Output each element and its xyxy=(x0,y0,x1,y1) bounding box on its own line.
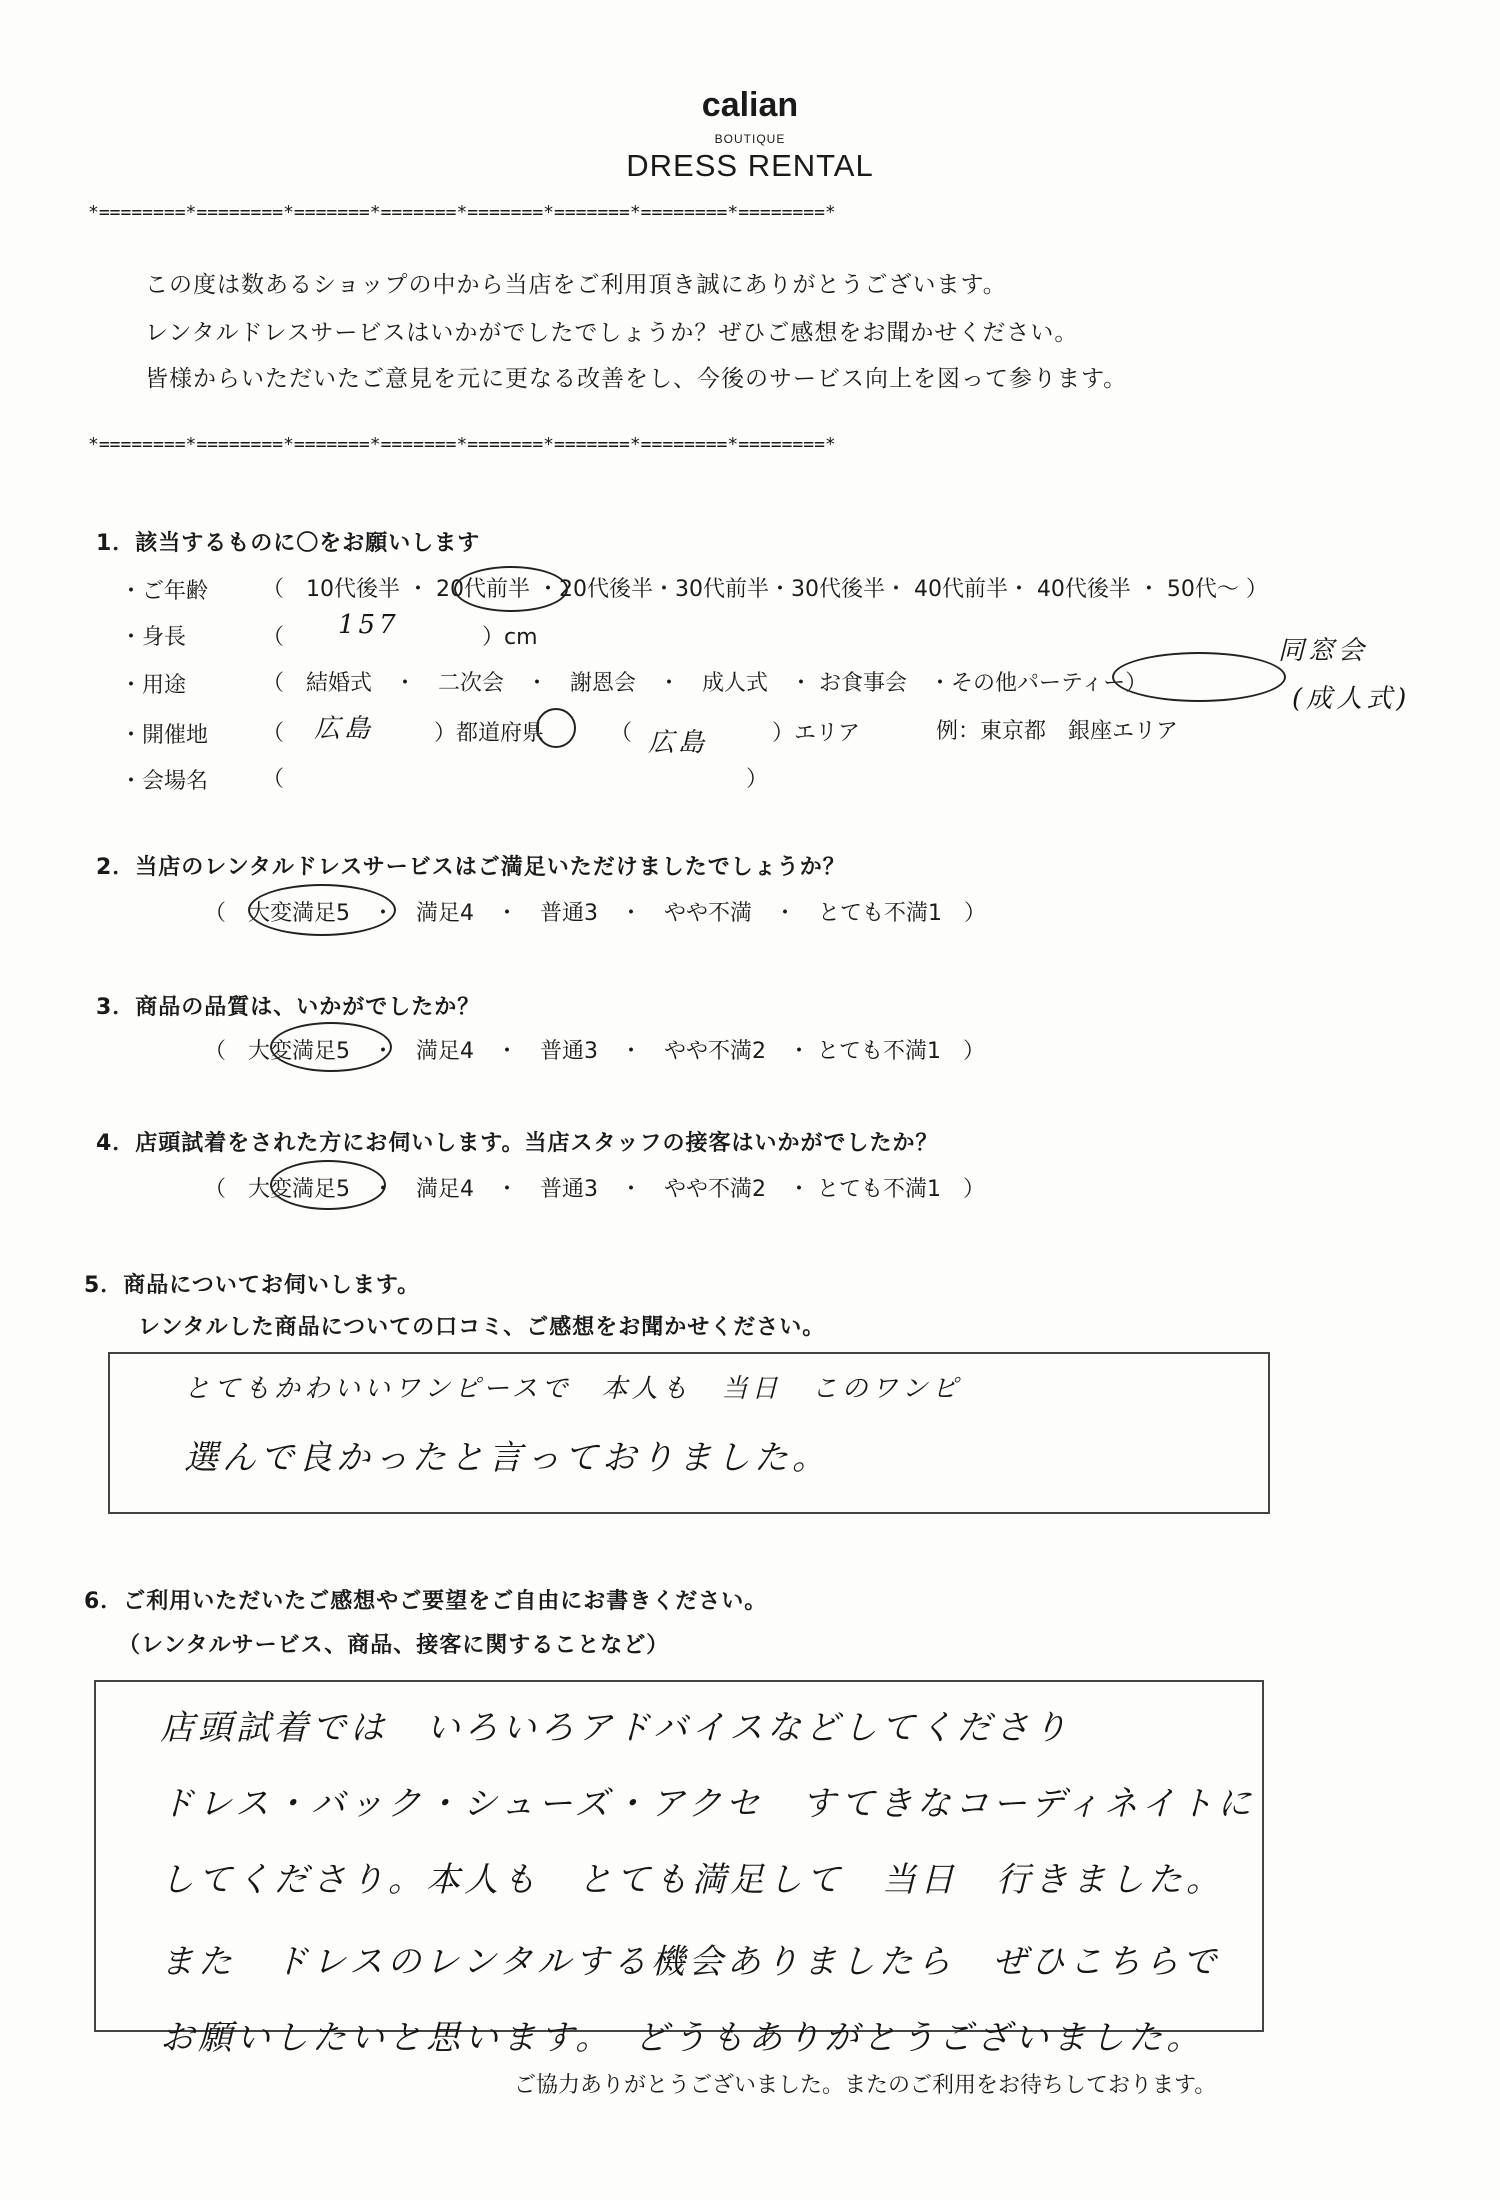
q6-answer-line-4: また ドレスのレンタルする機会ありましたら ぜひこちらで xyxy=(160,1942,1221,1982)
venue-open-2: （ xyxy=(610,721,633,746)
q5-answer-line-2: 選んで良かったと言っておりました。 xyxy=(184,1438,830,1478)
hall-close: ） xyxy=(746,767,769,792)
height-label: ・身長 xyxy=(120,625,187,650)
intro-line-2: レンタルドレスサービスはいかがでしたでしょうか？ぜひご感想をお聞かせください。 xyxy=(145,320,1079,346)
venue-area: 広島 xyxy=(648,728,709,758)
hall-label: ・会場名 xyxy=(120,769,209,794)
brand-logo-name: calian xyxy=(701,86,799,124)
q6-title: 6．ご利用いただいたご感想やご要望をご自由にお書きください。 xyxy=(84,1589,768,1614)
age-selection-circle xyxy=(454,566,568,612)
q6-answer-line-1: 店頭試着では いろいろアドバイスなどしてくださり xyxy=(160,1708,1071,1748)
purpose-label: ・用途 xyxy=(120,673,187,698)
purpose-note-2: (成人式) xyxy=(1292,684,1411,714)
height-value: 157 xyxy=(338,610,400,640)
height-unit: ）cm xyxy=(482,625,538,650)
q3-options: （ 大変満足5 ・ 満足4 ・ 普通3 ・ やや不満2 ・ とても不満1 ） xyxy=(204,1039,985,1064)
venue-prefecture: 広島 xyxy=(314,714,375,744)
q5-title: 5．商品についてお伺いします。 xyxy=(84,1273,421,1298)
q3-selection-circle xyxy=(270,1022,392,1072)
q4-title: 4．店頭試着をされた方にお伺いします。当店スタッフの接客はいかがでしたか？ xyxy=(96,1131,939,1156)
purpose-options: （ 結婚式 ・ 二次会 ・ 謝恩会 ・ 成人式 ・ お食事会 ・その他パーティー） xyxy=(262,671,1148,696)
divider-top: *========*========*=======*=======*=======*=======*========*========* xyxy=(88,202,836,223)
q3-title: 3．商品の品質は、いかがでしたか？ xyxy=(96,995,481,1020)
brand-logo-sub: BOUTIQUE xyxy=(714,132,786,146)
footer-thanks: ご協力ありがとうございました。またのご利用をお待ちしております。 xyxy=(514,2073,1217,2098)
q4-selection-circle xyxy=(270,1160,386,1210)
q5-answer-line-1: とてもかわいいワンピースで 本人も 当日 このワンピ xyxy=(184,1374,962,1404)
intro-line-1: この度は数あるショップの中から当店をご利用頂き誠にありがとうございます。 xyxy=(145,272,1007,298)
age-options: （ 10代後半 ・ 20代前半 ・20代後半・30代前半・30代後半・ 40代前半・ 40代後半 ・ 50代～ ） xyxy=(262,577,1268,602)
q2-options: （ 大変満足5 ・ 満足4 ・ 普通3 ・ やや不満 ・ とても不満1 ） xyxy=(204,901,986,926)
q2-selection-circle xyxy=(248,884,396,936)
venue-open-1: （ xyxy=(262,721,285,746)
q4-options: （ 大変満足5 ・ 満足4 ・ 普通3 ・ やや不満2 ・ とても不満1 ） xyxy=(204,1177,985,1202)
venue-example: 例：東京都 銀座エリア xyxy=(936,719,1179,744)
q6-answer-line-5: お願いしたいと思います。 どうもありがとうございました。 xyxy=(160,2018,1205,2058)
q6-subtitle: （レンタルサービス、商品、接客に関することなど） xyxy=(118,1633,670,1658)
purpose-note-1: 同窓会 xyxy=(1278,636,1369,666)
venue-close-1: ）都道府県 xyxy=(434,721,545,746)
q6-answer-line-3: してくださり。本人も とても満足して 当日 行きました。 xyxy=(160,1860,1224,1900)
purpose-selection-circle xyxy=(1112,652,1286,702)
divider-bottom: *========*========*=======*=======*=======*=======*========*========* xyxy=(88,434,836,455)
q5-subtitle: レンタルした商品についての口コミ、ご感想をお聞かせください。 xyxy=(138,1315,826,1340)
age-label: ・ご年齢 xyxy=(120,579,209,604)
height-open: （ xyxy=(262,625,285,650)
q2-title: 2．当店のレンタルドレスサービスはご満足いただけましたでしょうか？ xyxy=(96,855,846,880)
venue-close-2: ）エリア xyxy=(772,721,861,746)
brand-title: DRESS RENTAL xyxy=(626,148,874,183)
q6-answer-line-2: ドレス・バック・シューズ・アクセ すてきなコーディネイトに xyxy=(160,1784,1256,1824)
venue-prefecture-circle xyxy=(536,708,576,748)
venue-label: ・開催地 xyxy=(120,723,209,748)
q1-title: 1．該当するものに〇をお願いします xyxy=(96,531,481,556)
intro-line-3: 皆様からいただいたご意見を元に更なる改善をし、今後のサービス向上を図って参ります。 xyxy=(145,366,1128,392)
hall-open: （ xyxy=(262,767,285,792)
